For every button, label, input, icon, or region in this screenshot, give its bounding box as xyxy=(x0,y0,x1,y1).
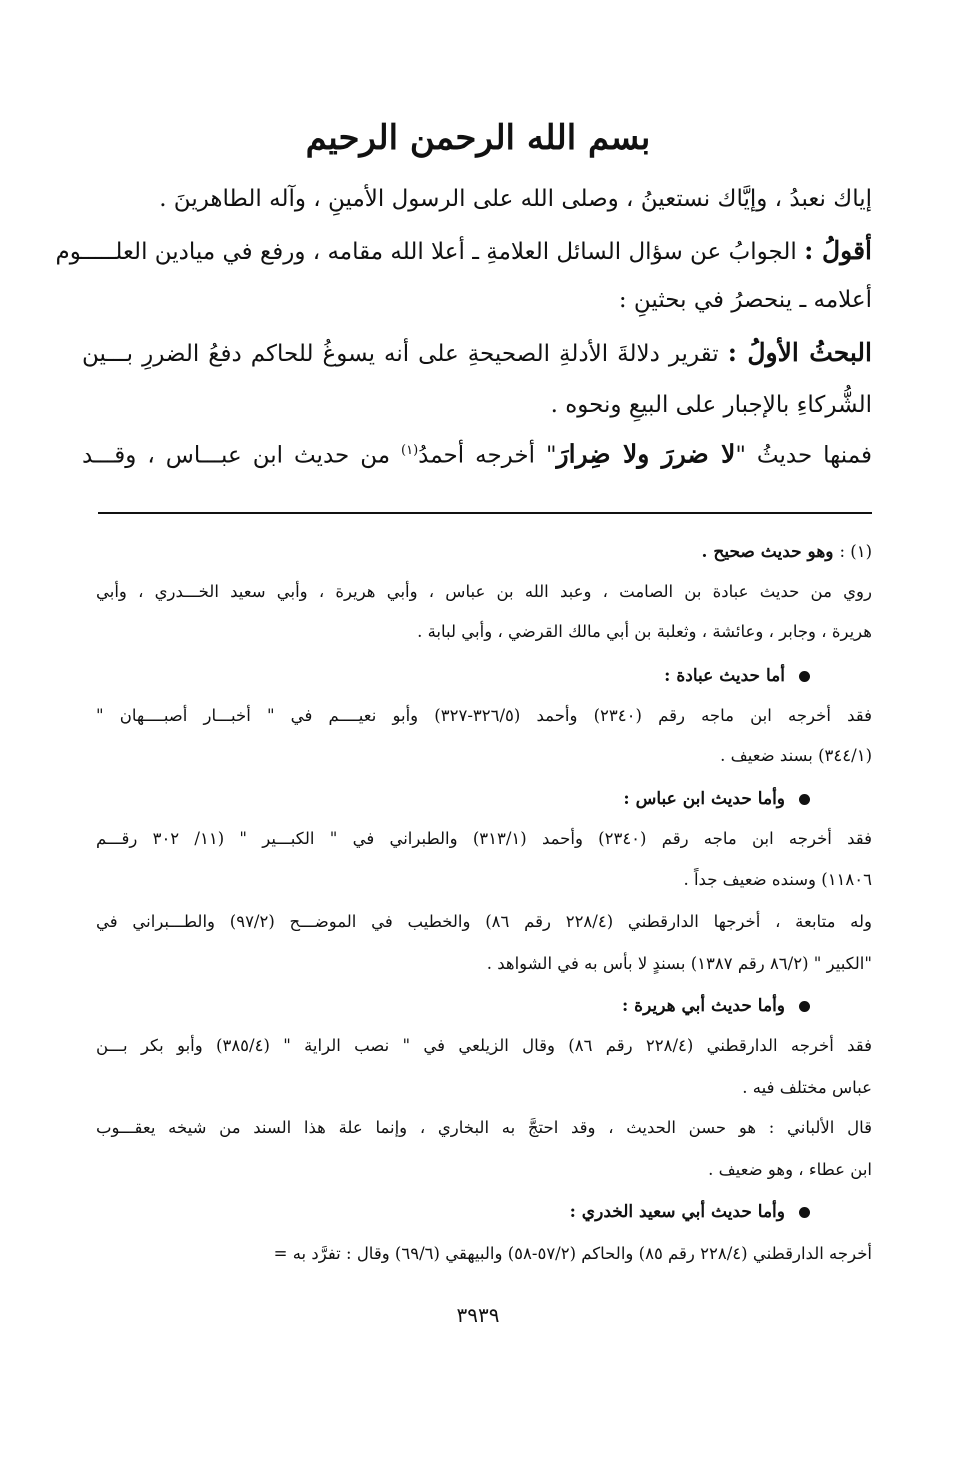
footnote-ref: (١) xyxy=(401,443,419,458)
subheading-abu-hurayra xyxy=(96,994,810,1018)
main-line-4-text: تقرير دلالةَ الأدلةِ الصحيحةِ على أنه يسوغُ للحاكم دفعُ الضررِ بـــين xyxy=(82,341,728,367)
main-line-6-pre: فمنها حديثُ " xyxy=(735,442,873,469)
footnote-line: قال الألباني : هو حسن الحديث ، وقد احتجَّ به البخاري ، وإنما علة هذا السند من شيخه يعقـــوب xyxy=(96,1118,872,1137)
main-line-6-mid: " أخرجه أحمدُ xyxy=(418,442,557,469)
footnote-line: أخرجه الدارقطني (٢٢٨/٤ رقم ٨٥) والحاكم (٥٧/٢-٥٨) والبيهقي (٦٩/٦) وقال : تفرَّد به = xyxy=(273,1244,872,1263)
bullet-icon xyxy=(799,1207,810,1218)
main-line-6-post: من حديث ابن عبـــاس ، وقـــد xyxy=(82,442,402,469)
main-line-3: أعلامه ـ ينحصرُ في بحثينِ : xyxy=(618,287,872,313)
footnote-line: هريرة ، وجابر ، وعائشة ، وثعلبة بن أبي مالك القرضي ، وأبي لبابة . xyxy=(417,622,872,641)
main-line-2 xyxy=(55,236,872,267)
footnote-number: (١) : xyxy=(839,542,872,561)
main-line-1: إياك نعبدُ ، وإيَّاك نستعينُ ، وصلى الله على الرسول الأمينِ ، وآله الطاهرينَ . xyxy=(159,186,872,212)
subheading-text: وأما حديث أبي سعيد الخدري : xyxy=(569,1202,785,1222)
footnote-separator xyxy=(98,512,872,514)
footnote-1-title xyxy=(96,540,872,564)
subheading-text: وأما حديث ابن عباس : xyxy=(623,789,785,809)
footnote-line: ابن عطاء ، وهو ضعيف . xyxy=(708,1160,872,1179)
bullet-icon xyxy=(799,671,810,682)
footnote-line: وله متابعة ، أخرجها الدارقطني (٢٢٨/٤ رقم ٨٦) والخطيب في الموضـــح (٩٧/٢) والطـــبراني في xyxy=(96,912,872,931)
main-line-6 xyxy=(82,436,872,471)
footnote-line: "الكبير " (٨٦/٢ رقم ١٣٨٧) بسندٍ لا بأس به في الشواهد . xyxy=(486,954,872,973)
footnote-1-head: وهو حديث صحيح . xyxy=(701,542,840,562)
subheading-abu-said xyxy=(96,1200,810,1224)
subheading-text: أما حديث عبادة : xyxy=(664,666,785,686)
footnote-line: ١١٨٠٦) وسنده ضعيف جداً . xyxy=(683,870,872,889)
bullet-icon xyxy=(799,794,810,805)
footnote-line: فقد أخرجه الدارقطني (٢٢٨/٤ رقم ٨٦) وقال الزيلعي في " نصب الراية " (٣٨٥/٤) وأبو بكر بـــن xyxy=(96,1036,872,1055)
main-line-5: الشُّركاءِ بالإجبار على البيعِ ونحوه . xyxy=(550,392,872,418)
subheading-text: وأما حديث أبي هريرة : xyxy=(621,996,785,1016)
subheading-ibn-abbas xyxy=(96,787,810,811)
footnote-line: روي من حديث عبادة بن الصامت ، وعبد الله بن عباس ، وأبي هريرة ، وأبي سعيد الخـــدري ، وأبي xyxy=(96,582,872,601)
footnote-line: فقد أخرجه ابن ماجه رقم (٢٣٤٠) وأحمد (٣١٣/١) والطبراني في " الكبـــير " (١١/ ٣٠٢ رقـــم xyxy=(96,829,872,848)
hadith-quote: لا ضررَ ولا ضِرارَ xyxy=(556,439,736,469)
aqulu-label: أقولُ : xyxy=(804,236,872,265)
main-line-2-text: الجوابُ عن سؤال السائل العلامةِ ـ أعلا الله مقامه ، ورفع في ميادين العلـــــوم xyxy=(55,239,805,265)
footnote-line: (٣٤٤/١) بسند ضعيف . xyxy=(720,746,872,765)
main-line-4 xyxy=(82,338,872,369)
bullet-icon xyxy=(799,1001,810,1012)
subheading-ubada xyxy=(96,664,810,688)
footnote-line: فقد أخرجه ابن ماجه رقم (٢٣٤٠) وأحمد (٣٢٦/٥-٣٢٧) وأبو نعيــــم في " أخبـــار أصبــــهان " xyxy=(96,706,872,725)
page-number: ٣٩٣٩ xyxy=(456,1303,500,1327)
footnote-line: عباس مختلف فيه . xyxy=(742,1078,872,1097)
first-section-label: البحثُ الأولُ : xyxy=(727,338,872,367)
basmala-heading: بسم الله الرحمن الرحيم xyxy=(305,118,651,158)
